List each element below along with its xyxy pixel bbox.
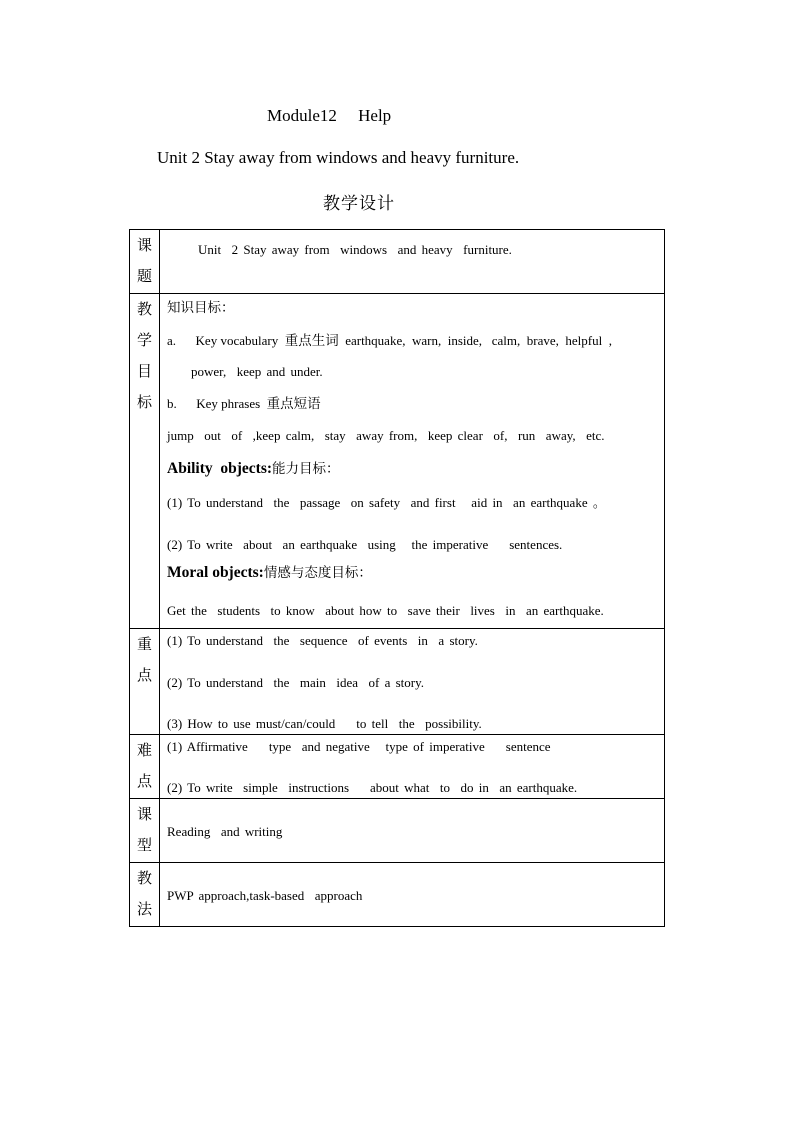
moral-item-1: Get the students to know about how to save their lives in an earthquake.: [167, 603, 604, 618]
difficulty-item: (1) Affirmative type and negative type of imperative sentence: [167, 739, 551, 754]
phrases-list: jump out of ,keep calm, stay away from, keep clear of, run away, etc.: [167, 428, 605, 443]
label-char: 型: [136, 836, 152, 854]
label-char: 题: [136, 267, 152, 285]
ability-heading: [167, 460, 340, 479]
ability-heading-cn: 能力目标：: [272, 461, 340, 477]
method-row: [130, 863, 665, 927]
method-label: [130, 863, 160, 927]
key-points-label: [130, 629, 160, 735]
phrases-cn: 重点短语: [266, 396, 321, 412]
topic-row: [130, 230, 665, 294]
difficulties-content: [160, 735, 665, 799]
key-point-item: (2) To understand the main idea of a story.: [167, 675, 425, 690]
moral-heading-cn: 情感与态度目标：: [263, 565, 372, 581]
objectives-row: [130, 294, 665, 629]
vocab-cn: 重点生词: [284, 333, 339, 349]
objectives-label: [130, 294, 160, 629]
lesson-plan-table: [129, 229, 665, 927]
knowledge-heading: 知识目标：: [167, 300, 235, 316]
label-char: 重: [136, 635, 152, 653]
phrases-line: [167, 396, 321, 412]
vocab-marker: a.: [167, 333, 177, 348]
unit-title: Unit 2 Stay away from windows and heavy furniture.: [157, 148, 520, 167]
method-text: PWP approach,task-based approach: [167, 888, 363, 903]
topic-content: [160, 230, 665, 294]
lesson-type-label: [130, 799, 160, 863]
key-point-item: (3) How to use must/can/could to tell the possibility.: [167, 716, 482, 731]
label-char: 法: [136, 900, 152, 918]
ability-item-1: (1) To understand the passage on safety and first aid in an earthquake 。: [167, 495, 606, 510]
label-char: 目: [136, 362, 152, 380]
label-char: 课: [136, 805, 152, 823]
difficulty-item: (2) To write simple instructions about what to do in an earthquake.: [167, 780, 578, 795]
label-char: 点: [136, 666, 152, 684]
label-char: 学: [136, 331, 152, 349]
method-content: [160, 863, 665, 927]
module-title: Module12 Help: [267, 106, 392, 125]
ability-item-2: (2) To write about an earthquake using the imperative sentences.: [167, 537, 563, 552]
ability-heading-en: Ability objects:: [167, 460, 273, 477]
lesson-type-row: [130, 799, 665, 863]
label-char: 教: [136, 300, 152, 318]
vocab-prefix: Key vocabulary: [195, 333, 282, 348]
subtitle-cn: 教学设计: [323, 194, 395, 214]
phrases-marker: b.: [167, 396, 177, 411]
difficulties-row: [130, 735, 665, 799]
phrases-prefix: Key phrases: [196, 396, 264, 411]
objectives-content: [160, 294, 665, 629]
lesson-type-text: Reading and writing: [167, 824, 283, 839]
label-char: 难: [136, 741, 152, 759]
difficulties-label: [130, 735, 160, 799]
label-char: 课: [136, 236, 152, 254]
label-char: 教: [136, 869, 152, 887]
topic-label: [130, 230, 160, 294]
vocab-line: [167, 333, 612, 349]
vocab-words: earthquake, warn, inside, calm, brave, helpful ,: [341, 333, 612, 348]
moral-heading: [167, 564, 372, 583]
key-points-row: [130, 629, 665, 735]
topic-text: Unit 2 Stay away from windows and heavy furniture.: [198, 242, 512, 257]
moral-heading-en: Moral objects:: [167, 564, 264, 581]
label-char: 标: [136, 393, 152, 411]
key-point-item: (1) To understand the sequence of events in a story.: [167, 633, 478, 648]
label-char: 点: [136, 772, 152, 790]
vocab-cont: power, keep and under.: [191, 364, 323, 379]
lesson-type-content: [160, 799, 665, 863]
key-points-content: [160, 629, 665, 735]
